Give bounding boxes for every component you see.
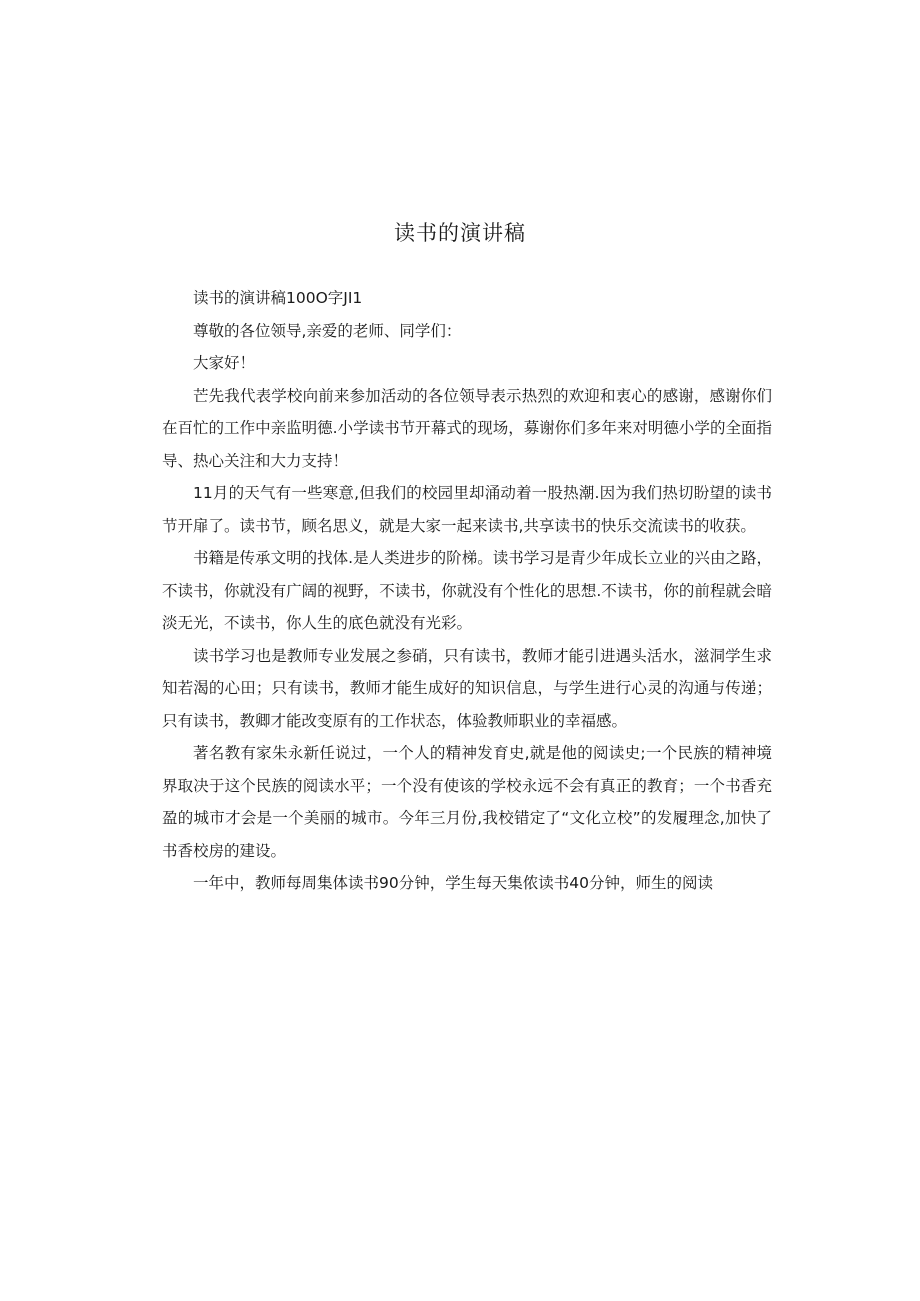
paragraph-festival: 11月的天气有一些寒意,但我们的校园里却涌动着一股热潮.因为我们热切盼望的读书节开扉了。读书节，顾名思义，就是大家一起来读书,共享读书的快乐交流读书的收获。 [162, 484, 772, 535]
paragraph-heading: 读书的演讲稿100O字JI1 [193, 289, 363, 307]
paragraph-salutation: 尊敬的各位领导,亲爱的老师、同学们： [193, 321, 462, 340]
document-body [162, 282, 772, 900]
paragraph-greeting: 大家好！ [193, 354, 256, 372]
document-title: 读书的演讲稿 [394, 221, 526, 245]
paragraph-books: 书籍是传承文明的找体.是人类进步的阶梯。读书学习是青少年成长立业的兴由之路，不读书，你就没有广阔的视野，不读书，你就没有个性化的思想.不读书，你的前程就会暗淡无光，不读书，你人生的底色就没有光彩。 [162, 549, 772, 632]
paragraph-teachers: 读书学习也是教师专业发展之参硝，只有读书，教师才能引进遇头活水，滋洞学生求知若渴的心田；只有读书，教师才能生成好的知识信息，与学生进行心灵的沟通与传递；只有读书，教卿才能改变原有的工作状态，体验教师职业的幸福感。 [162, 646, 772, 730]
paragraph-thanks: 芒先我代表学校向前来参加活动的各位领导表示热烈的欢迎和衷心的感谢，感谢你们在百忙的工作中亲监明德.小学读书节开幕式的现场，募谢你们多年来对明德小学的全面指导、热心关注和大力支持！ [162, 386, 772, 470]
paragraph-educator-quote: 著名教有家朱永新任说过，一个人的精神发育史,就是他的阅读史;一个民族的精神境界取决于这个民族的阅读水平；一个没有使该的学校永远不会有真正的教育；一个书香充盈的城市才会是一个美丽的城市。今年三月份,我校错定了“文化立校”的发履理念,加快了书香校房的建设。 [162, 744, 772, 860]
paragraph-reading-time: 一年中，教师每周集体读书90分钟，学生每天集侬读书40分钟，师生的阅读 [193, 874, 713, 892]
